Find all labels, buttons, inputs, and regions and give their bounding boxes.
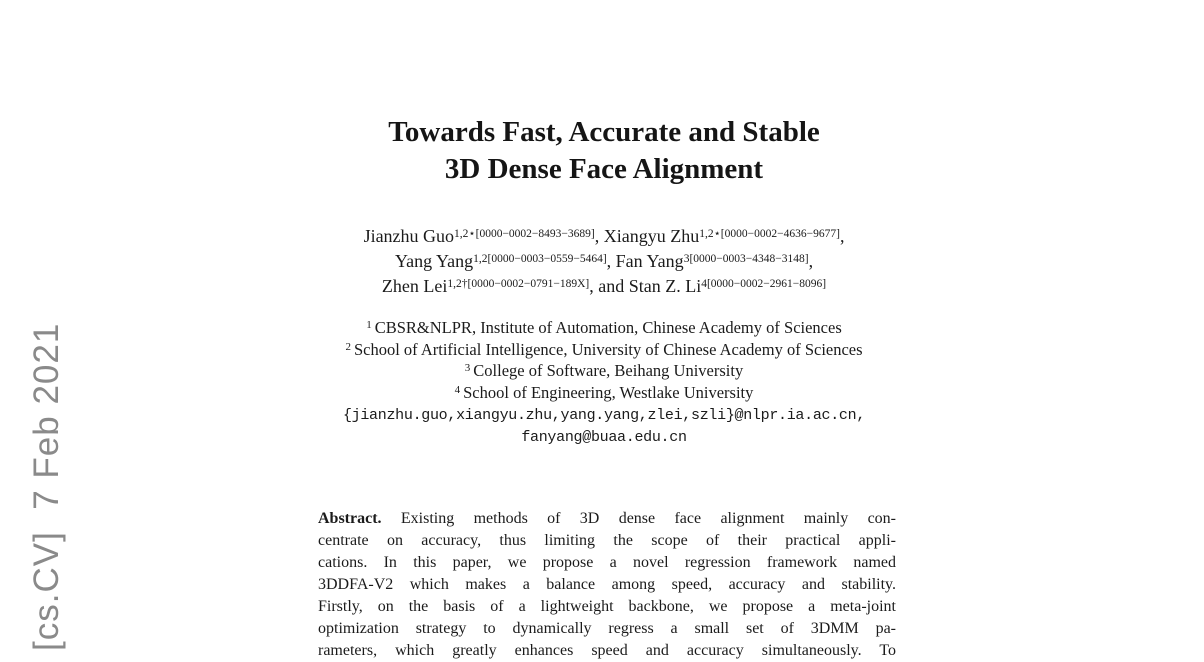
author-line-3 (4, 274, 1204, 299)
author-block (4, 224, 1204, 299)
affiliation-text: CBSR&NLPR, Institute of Automation, Chinese Academy of Sciences (374, 318, 842, 337)
title-line-1: Towards Fast, Accurate and Stable (388, 116, 820, 148)
author-separator: , (808, 251, 814, 271)
author-name: Fan Yang (615, 251, 684, 271)
abstract-line: Firstly, on the basis of a lightweight backbone, we propose a meta-joint (318, 598, 896, 615)
author-separator: , (594, 226, 604, 246)
author-orcid-sup: 1,2⋆[0000−0002−4636−9677] (699, 227, 840, 240)
email-block (4, 405, 1204, 449)
affiliation-number: 3 (464, 362, 471, 375)
affiliation-number: 2 (345, 340, 351, 353)
abstract-line: centrate on accuracy, thus limiting the scope of their practical appli- (318, 532, 896, 549)
author-separator: , (839, 226, 845, 246)
author-separator: , and (589, 276, 629, 296)
affiliation-number: 4 (454, 383, 461, 396)
affiliation-number: 1 (366, 319, 372, 332)
author-name: Xiangyu Zhu (603, 226, 700, 246)
author-orcid-sup: 1,2[0000−0003−0559−5464] (473, 252, 607, 265)
abstract-line-partial: rameters, which greatly enhances speed and accuracy simultaneously. To (318, 642, 896, 659)
author-name: Zhen Lei (381, 276, 448, 296)
author-separator: , (606, 251, 616, 271)
email-line-1: {jianzhu.guo,xiangyu.zhu,yang.yang,zlei,szli}@nlpr.ia.ac.cn, (342, 407, 866, 424)
author-orcid-sup: 3[0000−0003−4348−3148] (683, 252, 809, 265)
author-name: Yang Yang (394, 251, 474, 271)
author-orcid-sup: 1,2†[0000−0002−0791−189X] (447, 277, 590, 290)
author-orcid-sup: 1,2⋆[0000−0002−8493−3689] (454, 227, 595, 240)
affiliation-text: School of Artificial Intelligence, University of Chinese Academy of Sciences (353, 339, 863, 359)
abstract-line: cations. In this paper, we propose a novel regression framework named (318, 554, 896, 571)
abstract-line: 3DDFA-V2 which makes a balance among speed, accuracy and stability. (318, 576, 896, 593)
author-orcid-sup: 4[0000−0002−2961−8096] (701, 277, 827, 290)
paper-title (4, 114, 1204, 188)
abstract-label: Abstract. (318, 510, 382, 527)
affiliation-block (4, 317, 1204, 403)
author-line-2 (4, 249, 1204, 274)
abstract (318, 508, 896, 662)
author-name: Jianzhu Guo (363, 226, 455, 246)
affiliation-line (4, 317, 1204, 339)
affiliation-text: School of Engineering, Westlake University (463, 382, 754, 402)
paper-content (4, 0, 1204, 659)
abstract-line: optimization strategy to dynamically regress a small set of 3DMM pa- (318, 620, 896, 637)
affiliation-line (4, 382, 1204, 404)
arxiv-watermark: [cs.CV] 7 Feb 2021 (27, 322, 66, 651)
author-name: Stan Z. Li (628, 276, 702, 296)
abstract-text: Existing methods of 3D dense face alignment mainly con- (400, 510, 896, 527)
author-line-1 (4, 224, 1204, 249)
affiliation-text: College of Software, Beihang University (473, 361, 744, 380)
affiliation-line (4, 339, 1204, 361)
title-line-2: 3D Dense Face Alignment (444, 153, 764, 185)
email-line-2: fanyang@buaa.edu.cn (521, 429, 687, 446)
abstract-line (318, 508, 896, 530)
affiliation-line (4, 360, 1204, 382)
